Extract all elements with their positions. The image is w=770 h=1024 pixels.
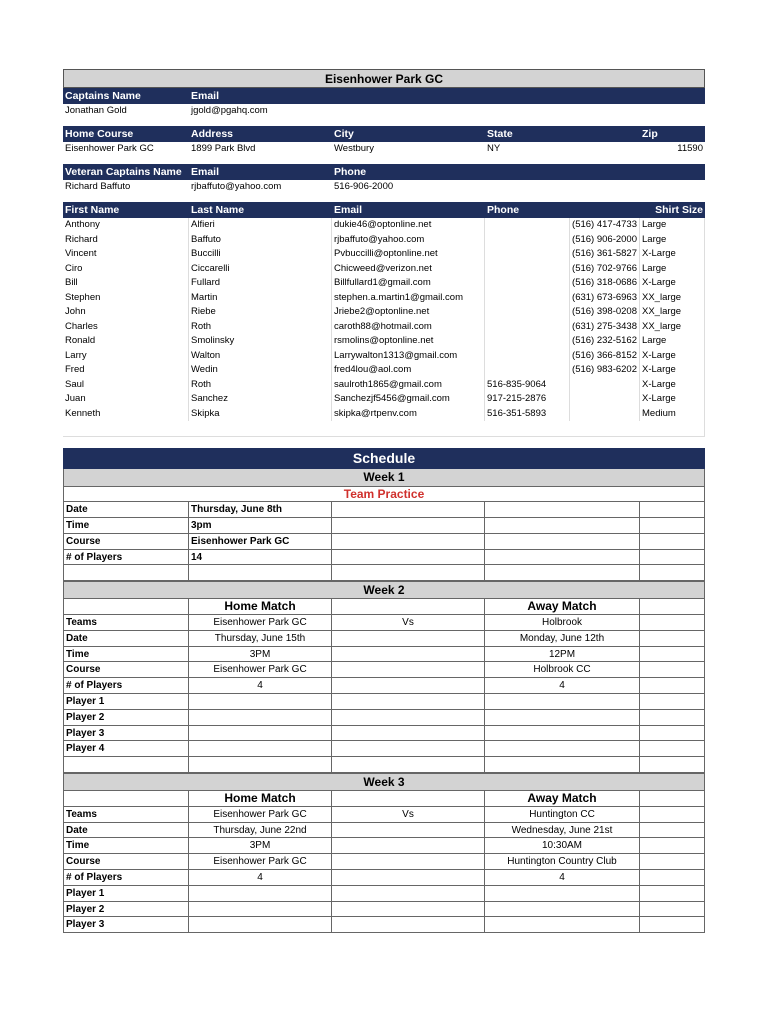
week-2-row <box>63 710 705 726</box>
week-3-vs-value <box>332 886 485 902</box>
week-3-row <box>63 870 705 886</box>
player-shirt-size: X-Large <box>640 349 705 364</box>
week-3-home-value: 3PM <box>189 838 332 854</box>
week-3-vs-value <box>332 870 485 886</box>
week-2-field-label: # of Players <box>63 678 189 694</box>
player-last-name: Smolinsky <box>189 334 332 349</box>
week-2-home-value: Eisenhower Park GC <box>189 615 332 631</box>
player-shirt-size: Large <box>640 334 705 349</box>
week-2-vs-value <box>332 662 485 678</box>
week-3-vs-value: Vs <box>332 807 485 823</box>
week-3-field-label: Course <box>63 854 189 870</box>
player-email: Chicweed@verizon.net <box>332 262 485 277</box>
player-last-name: Ciccarelli <box>189 262 332 277</box>
week-3-home-value <box>189 917 332 933</box>
week-2-away-value <box>485 710 640 726</box>
player-first-name: Larry <box>63 349 189 364</box>
player-first-name: Bill <box>63 276 189 291</box>
captains-email-header: Email <box>191 90 220 102</box>
player-first-name: Ciro <box>63 262 189 277</box>
veteran-name-header: Veteran Captains Name <box>65 166 182 178</box>
week-3-home-value: Eisenhower Park GC <box>189 854 332 870</box>
player-shirt-size: X-Large <box>640 378 705 393</box>
player-last-name: Baffuto <box>189 233 332 248</box>
veteran-header <box>63 164 705 180</box>
week-2-field-label: Course <box>63 662 189 678</box>
week-3-field-label: # of Players <box>63 870 189 886</box>
week-1-event-row <box>63 487 705 503</box>
player-row <box>63 320 705 335</box>
week-1-row <box>63 534 705 550</box>
week-2-home-value: Thursday, June 15th <box>189 631 332 647</box>
week-2-row <box>63 678 705 694</box>
player-shirt-size: X-Large <box>640 276 705 291</box>
week-2-vs-value <box>332 741 485 757</box>
player-row <box>63 291 705 306</box>
week-3-home-value: Thursday, June 22nd <box>189 823 332 839</box>
week-3-home-value: 4 <box>189 870 332 886</box>
week-1-field-label: Date <box>63 502 189 518</box>
player-phone-alt: (516) 398-0208 <box>570 305 640 320</box>
week-2-home-value: Eisenhower Park GC <box>189 662 332 678</box>
course-state: NY <box>487 143 501 154</box>
schedule <box>63 448 705 934</box>
player-last-name: Fullard <box>189 276 332 291</box>
week-3-vs-value <box>332 917 485 933</box>
player-phone-alt: (631) 275-3438 <box>570 320 640 335</box>
player-phone <box>485 276 570 291</box>
week-2-away-value: 12PM <box>485 647 640 663</box>
player-phone <box>485 363 570 378</box>
player-email: saulroth1865@gmail.com <box>332 378 485 393</box>
schedule-title: Schedule <box>63 448 705 469</box>
player-email: rsmolins@optonline.net <box>332 334 485 349</box>
captains-row <box>63 104 705 118</box>
player-phone <box>485 218 570 233</box>
week-2-vs-value <box>332 678 485 694</box>
week-3-field-label: Teams <box>63 807 189 823</box>
player-email: rjbaffuto@yahoo.com <box>332 233 485 248</box>
player-row <box>63 378 705 393</box>
player-last-name: Buccilli <box>189 247 332 262</box>
player-email: stephen.a.martin1@gmail.com <box>332 291 485 306</box>
course-zip: 11590 <box>677 143 703 154</box>
player-row <box>63 247 705 262</box>
week-3-field-label: Time <box>63 838 189 854</box>
veteran-email: rjbaffuto@yahoo.com <box>191 181 282 192</box>
player-email: fred4lou@aol.com <box>332 363 485 378</box>
zip-header: Zip <box>642 128 658 140</box>
week-2-home-value <box>189 694 332 710</box>
course-row <box>63 142 705 156</box>
roster-table <box>63 218 705 421</box>
player-shirt-size: X-Large <box>640 392 705 407</box>
week-2-field-label: Player 4 <box>63 741 189 757</box>
week-3-row <box>63 823 705 839</box>
player-phone-alt: (516) 702-9766 <box>570 262 640 277</box>
week-2-vs-value: Vs <box>332 615 485 631</box>
captains-name-header: Captains Name <box>65 90 141 102</box>
week-3-field-label: Player 1 <box>63 886 189 902</box>
home-course: Eisenhower Park GC <box>65 143 154 154</box>
player-last-name: Roth <box>189 378 332 393</box>
player-first-name: Richard <box>63 233 189 248</box>
team-practice-label: Team Practice <box>63 487 705 503</box>
week-1-field-label: # of Players <box>63 550 189 566</box>
player-last-name: Skipka <box>189 407 332 422</box>
player-phone: 516-835-9064 <box>485 378 570 393</box>
player-first-name: Vincent <box>63 247 189 262</box>
player-phone <box>485 262 570 277</box>
week-3-row <box>63 886 705 902</box>
player-last-name: Riebe <box>189 305 332 320</box>
week-2-field-label: Player 3 <box>63 726 189 742</box>
week-2-row <box>63 694 705 710</box>
week-1-row <box>63 518 705 534</box>
player-email: Billfullard1@gmail.com <box>332 276 485 291</box>
player-phone-alt <box>570 392 640 407</box>
shirt-size-header: Shirt Size <box>655 204 703 216</box>
week-3-away-value: 10:30AM <box>485 838 640 854</box>
week-2-away-value <box>485 726 640 742</box>
player-phone <box>485 291 570 306</box>
week-3-vs-value <box>332 902 485 918</box>
player-first-name: John <box>63 305 189 320</box>
week-2-field-label: Teams <box>63 615 189 631</box>
player-email: dukie46@optonline.net <box>332 218 485 233</box>
player-last-name: Alfieri <box>189 218 332 233</box>
player-phone: 917-215-2876 <box>485 392 570 407</box>
week-1-field-value: 3pm <box>189 518 332 534</box>
player-row <box>63 407 705 422</box>
captain-email: jgold@pgahq.com <box>191 105 268 116</box>
captain-name: Jonathan Gold <box>65 105 127 116</box>
week-1-label: Week 1 <box>63 469 705 487</box>
week-2-label: Week 2 <box>63 581 705 599</box>
player-row <box>63 349 705 364</box>
week-2-vs-value <box>332 647 485 663</box>
player-first-name: Fred <box>63 363 189 378</box>
week-2-away-header: Away Match <box>485 599 640 615</box>
week-2-vs-value <box>332 726 485 742</box>
player-last-name: Sanchez <box>189 392 332 407</box>
player-last-name: Martin <box>189 291 332 306</box>
player-phone-alt: (516) 366-8152 <box>570 349 640 364</box>
player-row <box>63 262 705 277</box>
week-3-row <box>63 807 705 823</box>
week-2-home-value <box>189 741 332 757</box>
player-phone <box>485 247 570 262</box>
week-3-row <box>63 902 705 918</box>
roster-sheet <box>63 69 705 933</box>
player-email: skipka@rtpenv.com <box>332 407 485 422</box>
week-2-row <box>63 726 705 742</box>
player-shirt-size: X-Large <box>640 363 705 378</box>
player-shirt-size: Large <box>640 218 705 233</box>
sheet-title: Eisenhower Park GC <box>63 69 705 88</box>
player-row <box>63 276 705 291</box>
player-shirt-size: Medium <box>640 407 705 422</box>
week-3-vs-value <box>332 854 485 870</box>
player-last-name: Walton <box>189 349 332 364</box>
player-row <box>63 233 705 248</box>
player-row <box>63 334 705 349</box>
veteran-email-header: Email <box>191 166 220 178</box>
player-phone-alt: (631) 673-6963 <box>570 291 640 306</box>
course-header <box>63 126 705 142</box>
player-phone <box>485 334 570 349</box>
week-2-row <box>63 615 705 631</box>
player-phone-alt: (516) 417-4733 <box>570 218 640 233</box>
address-header: Address <box>191 128 234 140</box>
player-row <box>63 218 705 233</box>
week-2-away-value <box>485 741 640 757</box>
player-phone-alt <box>570 378 640 393</box>
week-3-away-header: Away Match <box>485 791 640 807</box>
week-3-away-value: 4 <box>485 870 640 886</box>
last-name-header: Last Name <box>191 204 245 216</box>
week-3-field-label: Player 2 <box>63 902 189 918</box>
player-first-name: Juan <box>63 392 189 407</box>
week-2-row <box>63 647 705 663</box>
player-row <box>63 363 705 378</box>
week-2-row <box>63 741 705 757</box>
captains-header <box>63 88 705 104</box>
player-first-name: Saul <box>63 378 189 393</box>
player-first-name: Charles <box>63 320 189 335</box>
week-2-field-label: Player 2 <box>63 710 189 726</box>
player-phone: 516-351-5893 <box>485 407 570 422</box>
player-phone <box>485 320 570 335</box>
week-1-field-label: Course <box>63 534 189 550</box>
week-1-row <box>63 550 705 566</box>
week-2-header-row <box>63 599 705 615</box>
week-2-away-value: Holbrook CC <box>485 662 640 678</box>
player-phone-alt: (516) 361-5827 <box>570 247 640 262</box>
player-row <box>63 305 705 320</box>
week-2-field-label: Time <box>63 647 189 663</box>
city-header: City <box>334 128 354 140</box>
week-1-field-value: Thursday, June 8th <box>189 502 332 518</box>
week-2-field-label: Player 1 <box>63 694 189 710</box>
player-shirt-size: XX_large <box>640 320 705 335</box>
player-first-name: Kenneth <box>63 407 189 422</box>
player-shirt-size: X-Large <box>640 247 705 262</box>
week-3-row <box>63 854 705 870</box>
week-3-field-label: Player 3 <box>63 917 189 933</box>
week-2-vs-value <box>332 710 485 726</box>
week-3-away-value <box>485 917 640 933</box>
week-1-field-label: Time <box>63 518 189 534</box>
week-2-away-value: Monday, June 12th <box>485 631 640 647</box>
player-phone <box>485 233 570 248</box>
veteran-row <box>63 180 705 194</box>
week-2-home-value <box>189 726 332 742</box>
week-3-row <box>63 917 705 933</box>
player-shirt-size: Large <box>640 262 705 277</box>
state-header: State <box>487 128 513 140</box>
week-3-field-label: Date <box>63 823 189 839</box>
week-1-field-value: Eisenhower Park GC <box>189 534 332 550</box>
week-2-row <box>63 631 705 647</box>
player-shirt-size: XX_large <box>640 305 705 320</box>
week-2-away-value: Holbrook <box>485 615 640 631</box>
week-3-vs-value <box>332 838 485 854</box>
player-phone-alt: (516) 906-2000 <box>570 233 640 248</box>
week-2-away-value <box>485 694 640 710</box>
week-3-home-header: Home Match <box>189 791 332 807</box>
player-email: Jriebe2@optonline.net <box>332 305 485 320</box>
week-3-away-value: Huntington Country Club <box>485 854 640 870</box>
week-2-home-header: Home Match <box>189 599 332 615</box>
week-2-vs-value <box>332 694 485 710</box>
veteran-name: Richard Baffuto <box>65 181 131 192</box>
player-email: Sanchezjf5456@gmail.com <box>332 392 485 407</box>
week-2-home-value <box>189 710 332 726</box>
player-phone-alt: (516) 318-0686 <box>570 276 640 291</box>
week-3-away-value <box>485 886 640 902</box>
week-3-row <box>63 838 705 854</box>
player-phone-alt: (516) 983-6202 <box>570 363 640 378</box>
player-first-name: Anthony <box>63 218 189 233</box>
week-2-vs-value <box>332 631 485 647</box>
week-1-row <box>63 502 705 518</box>
player-last-name: Wedin <box>189 363 332 378</box>
veteran-phone: 516-906-2000 <box>334 181 394 192</box>
first-name-header: First Name <box>65 204 120 216</box>
week-3-vs-value <box>332 823 485 839</box>
week-2-home-value: 4 <box>189 678 332 694</box>
player-phone-alt <box>570 407 640 422</box>
course-city: Westbury <box>334 143 374 154</box>
veteran-phone-header: Phone <box>334 166 367 178</box>
week-2-away-value: 4 <box>485 678 640 694</box>
course-address: 1899 Park Blvd <box>191 143 256 154</box>
player-first-name: Stephen <box>63 291 189 306</box>
player-phone-alt: (516) 232-5162 <box>570 334 640 349</box>
week-2-row <box>63 662 705 678</box>
player-email: Larrywalton1313@gmail.com <box>332 349 485 364</box>
player-email: Pvbuccilli@optonline.net <box>332 247 485 262</box>
player-first-name: Ronald <box>63 334 189 349</box>
phone-header: Phone <box>487 204 520 216</box>
week-1-field-value: 14 <box>189 550 332 566</box>
week-3-away-value: Wednesday, June 21st <box>485 823 640 839</box>
week-2-home-value: 3PM <box>189 647 332 663</box>
week-3-label: Week 3 <box>63 773 705 791</box>
player-shirt-size: Large <box>640 233 705 248</box>
email-header: Email <box>334 204 363 216</box>
player-row <box>63 392 705 407</box>
week-3-away-value: Huntington CC <box>485 807 640 823</box>
player-phone <box>485 349 570 364</box>
week-2-field-label: Date <box>63 631 189 647</box>
roster-header <box>63 202 705 218</box>
player-last-name: Roth <box>189 320 332 335</box>
week-3-home-value <box>189 886 332 902</box>
week-3-away-value <box>485 902 640 918</box>
week-3-header-row <box>63 791 705 807</box>
player-email: caroth88@hotmail.com <box>332 320 485 335</box>
player-phone <box>485 305 570 320</box>
home-course-header: Home Course <box>65 128 134 140</box>
week-3-home-value <box>189 902 332 918</box>
player-shirt-size: XX_large <box>640 291 705 306</box>
week-3-home-value: Eisenhower Park GC <box>189 807 332 823</box>
